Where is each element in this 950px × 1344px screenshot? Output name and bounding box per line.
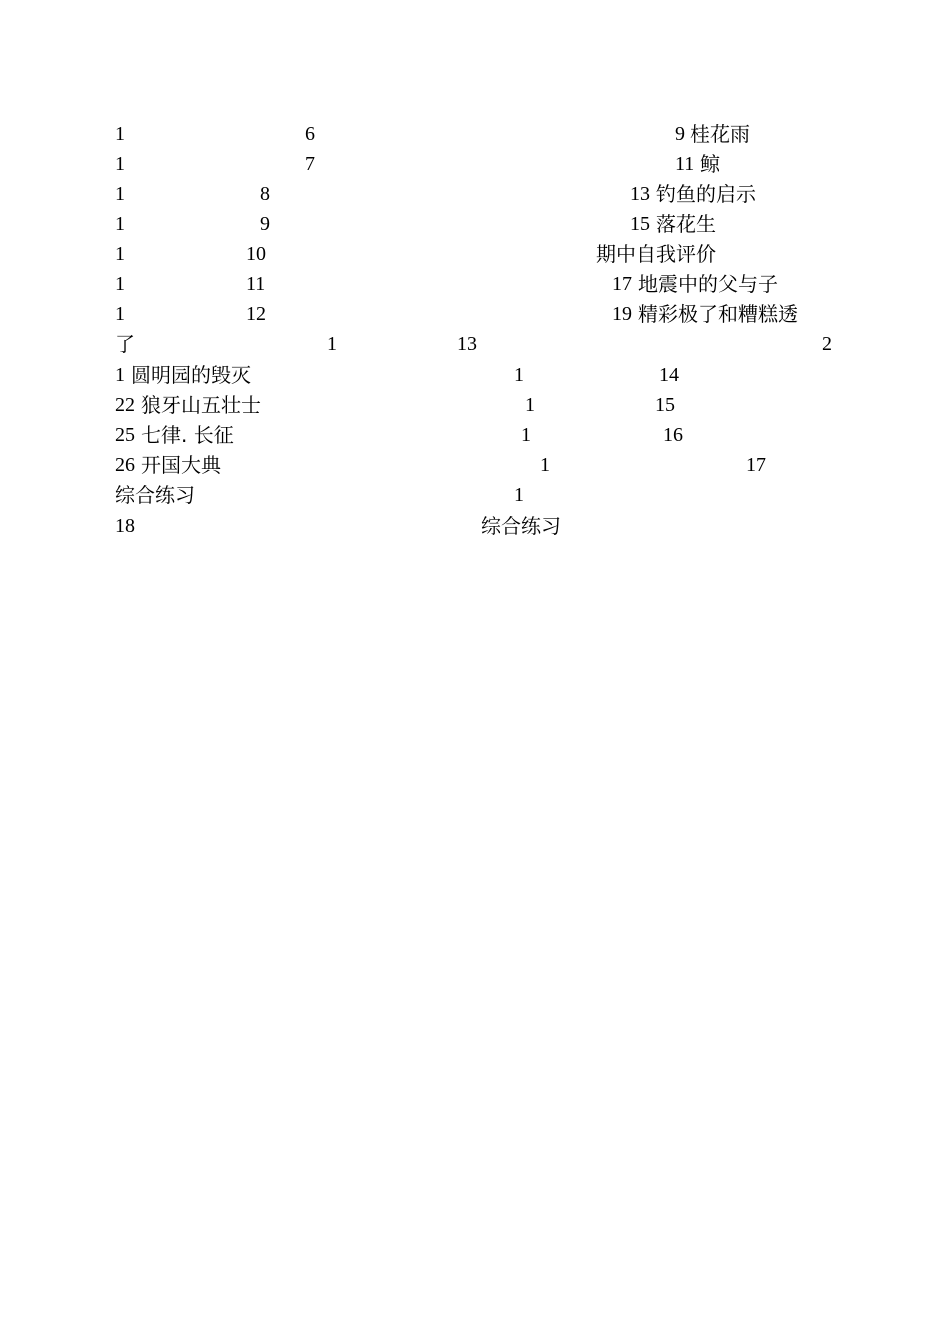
toc-number: 1: [115, 303, 125, 325]
toc-title: 落花生: [656, 212, 716, 236]
toc-page-number: 14: [659, 364, 679, 386]
toc-page-number: 13: [457, 333, 477, 355]
toc-title: 期中自我评价: [596, 242, 716, 266]
toc-title: 综合练习: [115, 483, 195, 507]
toc-title: 七律. 长征: [141, 423, 234, 447]
toc-number: 1: [540, 454, 550, 476]
toc-number: 1: [115, 364, 125, 386]
toc-number: 25: [115, 424, 135, 446]
toc-number: 13: [630, 183, 650, 205]
toc-number: 11: [675, 153, 695, 175]
toc-title: 综合练习: [481, 514, 561, 538]
toc-title: 钓鱼的启示: [656, 182, 756, 206]
toc-page-number: 9: [260, 213, 270, 235]
toc-page-number: 18: [115, 515, 135, 537]
toc-number: 17: [612, 273, 632, 295]
toc-page-number: 11: [246, 273, 266, 295]
toc-page-number: 17: [746, 454, 766, 476]
toc-page-number: 10: [246, 243, 266, 265]
toc-number: 15: [630, 213, 650, 235]
toc-page-number: 16: [663, 424, 683, 446]
toc-title: 鲸: [700, 152, 720, 176]
toc-title: 开国大典: [141, 453, 221, 477]
toc-number: 22: [115, 394, 135, 416]
toc-title: 精彩极了和糟糕透: [638, 302, 798, 326]
toc-page-number: 6: [305, 123, 315, 145]
toc-number: 19: [612, 303, 632, 325]
toc-number: 1: [525, 394, 535, 416]
toc-page-number: 12: [246, 303, 266, 325]
toc-number: 1: [115, 243, 125, 265]
toc-number: 1: [115, 153, 125, 175]
toc-title: 狼牙山五壮士: [141, 393, 261, 417]
toc-number: 1: [327, 333, 337, 355]
toc-page-number: 15: [655, 394, 675, 416]
toc-title: 桂花雨: [690, 122, 750, 146]
toc-title: 地震中的父与子: [638, 272, 778, 296]
toc-number: 1: [115, 123, 125, 145]
toc-number: 1: [115, 213, 125, 235]
toc-page-number: 7: [305, 153, 315, 175]
toc-number: 9: [675, 123, 685, 145]
toc-number: 1: [514, 364, 524, 386]
toc-number: 1: [521, 424, 531, 446]
toc-number: 1: [115, 273, 125, 295]
toc-page-number: 8: [260, 183, 270, 205]
toc-number: 2: [822, 333, 832, 355]
toc-number: 1: [115, 183, 125, 205]
toc-number: 1: [514, 484, 524, 506]
toc-title: 圆明园的毁灭: [131, 363, 251, 387]
toc-title: 了: [115, 332, 135, 356]
toc-number: 26: [115, 454, 135, 476]
